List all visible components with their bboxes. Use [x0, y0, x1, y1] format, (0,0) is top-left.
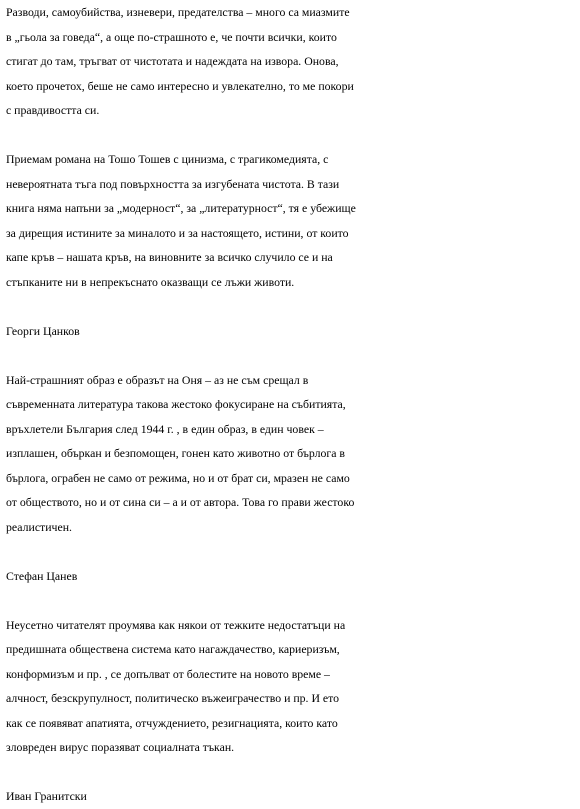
review-paragraph	[6, 613, 578, 760]
text-line: с правдивостта си.	[6, 103, 100, 117]
text-line: съвременната литература такова жестоко фокусиране на събитията,	[6, 397, 346, 411]
paragraph-gap	[6, 760, 578, 785]
text-line: Разводи, самоубийства, изневери, предателства – много са миазмите	[6, 5, 350, 19]
text-line: предишната обществена система като нагаждачество, кариеризъм,	[6, 642, 340, 656]
text-line: невероятната тъга под повърхността за изгубената чистота. В тази	[6, 176, 340, 191]
review-author	[6, 784, 578, 809]
review-paragraph	[6, 147, 578, 294]
text-line: връхлетели България след 1944 г. , в един образ, в един човек –	[6, 421, 324, 436]
review-paragraph	[6, 368, 578, 540]
review-author	[6, 319, 578, 344]
text-line: реалистичен.	[6, 519, 72, 534]
paragraph-gap	[6, 588, 578, 613]
text-line: стъпканите ни в непрекъснато оказващи се лъжи животи.	[6, 274, 295, 289]
text-line: в „гьола за говеда“, а още по-страшното е, че почти всички, които	[6, 29, 337, 44]
text-line: книга няма напъни за „модерност“, за „литературност“, тя е убежище	[6, 201, 356, 215]
paragraph-gap	[6, 343, 578, 368]
text-line: за дирещия истините за миналото и за настоящето, истини, от които	[6, 225, 349, 240]
text-line: Най-страшният образ е образът на Оня – аз не съм срещал в	[6, 372, 309, 387]
text-line: Неусетно читателят проумява как някои от тежките недостатъци на	[6, 617, 346, 632]
text-line: стигат до там, тръгват от чистотата и надеждата на извора. Онова,	[6, 54, 339, 68]
review-paragraph	[6, 0, 578, 123]
author-name: Иван Гранитски	[6, 789, 87, 803]
text-line: алчност, безскрупулност, политическо въжеиграчество и пр. И ето	[6, 691, 340, 705]
author-name: Стефан Цанев	[6, 568, 78, 583]
review-author	[6, 564, 578, 589]
text-line: капе кръв – нашата кръв, на виновните за всичко случило се и на	[6, 250, 333, 264]
text-line: Приемам романа на Тошо Тошев с цинизма, с трагикомедията, с	[6, 152, 329, 166]
text-line: конформизъм и пр. , се допълват от болестите на новото време –	[6, 666, 330, 681]
text-line: бърлога, ограбен не само от режима, но и от брат си, мразен не само	[6, 470, 350, 485]
paragraph-gap	[6, 539, 578, 564]
paragraph-gap	[6, 294, 578, 319]
author-name: Георги Цанков	[6, 323, 80, 338]
text-line: как се появяват апатията, отчуждението, резигнацията, които като	[6, 715, 338, 730]
text-line: зловреден вирус поразяват социалната тъкан.	[6, 740, 235, 754]
text-line: изплашен, объркан и безпомощен, гонен като животно от бърлога в	[6, 446, 346, 460]
paragraph-gap	[6, 123, 578, 148]
text-line: от обществото, но и от сина си – а и от автора. Това го прави жестоко	[6, 495, 355, 509]
document-body	[6, 0, 578, 809]
text-line: което прочетох, беше не само интересно и увлекателно, то ме покори	[6, 78, 354, 93]
